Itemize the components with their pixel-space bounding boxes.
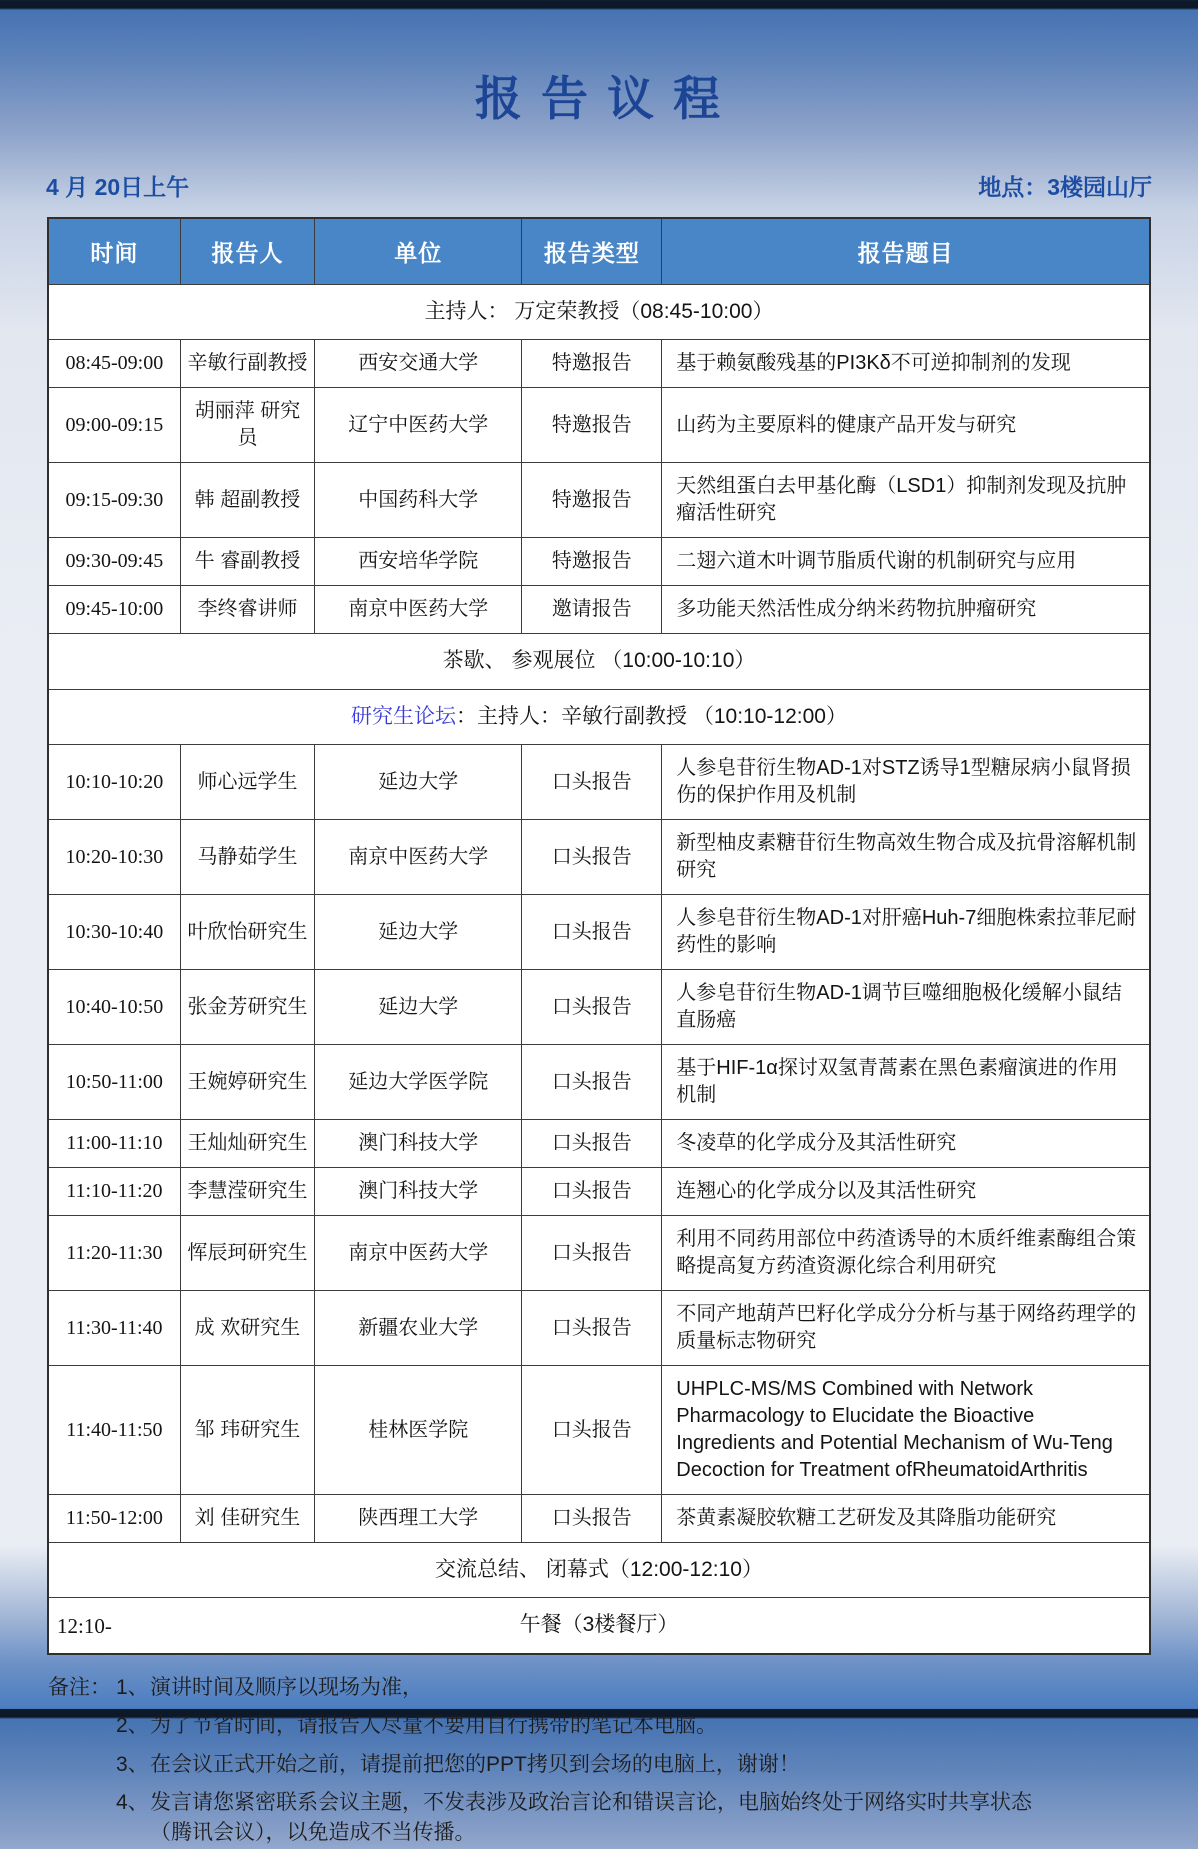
affiliation-cell: 延边大学医学院	[315, 1045, 522, 1120]
title-cell: 不同产地葫芦巴籽化学成分分析与基于网络药理学的质量标志物研究	[662, 1291, 1150, 1366]
speaker-cell: 师心远学生	[180, 745, 314, 820]
note-text: 演讲时间及顺序以现场为准，	[150, 1675, 423, 1699]
affiliation-cell: 南京中医药大学	[315, 1216, 522, 1291]
session-row	[48, 634, 1150, 689]
time-cell: 10:10-10:20	[48, 745, 180, 820]
title-cell: 人参皂苷衍生物AD-1对STZ诱导1型糖尿病小鼠肾损伤的保护作用及机制	[662, 745, 1150, 820]
affiliation-cell: 中国药科大学	[315, 463, 522, 538]
speaker-cell: 马静茹学生	[180, 820, 314, 895]
talk-row	[48, 538, 1150, 586]
title-cell: UHPLC-MS/MS Combined with Network Pharmacology to Elucidate the Bioactive Ingredients and Potential Mechanism of Wu-Teng Decoction for Treatment ofRheumatoidArthritis	[662, 1366, 1150, 1495]
time-cell: 11:00-11:10	[48, 1120, 180, 1168]
affiliation-cell: 南京中医药大学	[315, 820, 522, 895]
session-date: 4 月 20日上午	[46, 174, 190, 200]
time-cell: 10:30-10:40	[48, 895, 180, 970]
category-cell: 特邀报告	[522, 538, 662, 586]
session-location: 地点：3楼园山厅	[978, 174, 1152, 200]
time-cell: 10:50-11:00	[48, 1045, 180, 1120]
speaker-cell: 刘 佳研究生	[180, 1495, 314, 1543]
talk-row	[48, 1168, 1150, 1216]
title-cell: 人参皂苷衍生物AD-1调节巨噬细胞极化缓解小鼠结直肠癌	[662, 970, 1150, 1045]
note-line	[48, 1750, 1150, 1780]
time-cell: 09:30-09:45	[48, 538, 180, 586]
speaker-cell: 韩 超副教授	[180, 463, 314, 538]
category-cell: 特邀报告	[522, 388, 662, 463]
talk-row	[48, 970, 1150, 1045]
talk-row	[48, 1495, 1150, 1543]
col-header-time: 时间	[48, 218, 180, 285]
title-cell: 冬凌草的化学成分及其活性研究	[662, 1120, 1150, 1168]
category-cell: 口头报告	[522, 1045, 662, 1120]
time-cell: 09:15-09:30	[48, 463, 180, 538]
affiliation-cell: 澳门科技大学	[315, 1168, 522, 1216]
title-cell: 茶黄素凝胶软糖工艺研发及其降脂功能研究	[662, 1495, 1150, 1543]
notes-label	[48, 1788, 116, 1849]
time-cell: 11:20-11:30	[48, 1216, 180, 1291]
talk-row	[48, 820, 1150, 895]
affiliation-cell: 延边大学	[315, 970, 522, 1045]
speaker-cell: 李终睿讲师	[180, 586, 314, 634]
lunch-time: 12:10-	[57, 1613, 112, 1638]
notes-label: 备注：	[48, 1675, 111, 1699]
title-cell: 多功能天然活性成分纳米药物抗肿瘤研究	[662, 586, 1150, 634]
category-cell: 口头报告	[522, 745, 662, 820]
session-row	[48, 285, 1150, 340]
time-cell: 10:20-10:30	[48, 820, 180, 895]
speaker-cell: 王婉婷研究生	[180, 1045, 314, 1120]
title-cell: 基于赖氨酸残基的PI3Kδ不可逆抑制剂的发现	[662, 340, 1150, 388]
category-cell: 邀请报告	[522, 586, 662, 634]
session-cell	[48, 285, 1150, 340]
affiliation-cell: 澳门科技大学	[315, 1120, 522, 1168]
speaker-cell: 叶欣怡研究生	[180, 895, 314, 970]
talk-row	[48, 1045, 1150, 1120]
time-cell: 08:45-09:00	[48, 340, 180, 388]
title-cell: 二翅六道木叶调节脂质代谢的机制研究与应用	[662, 538, 1150, 586]
category-cell: 口头报告	[522, 1120, 662, 1168]
time-cell: 11:30-11:40	[48, 1291, 180, 1366]
session-text: 午餐（3楼餐厅）	[519, 1613, 679, 1637]
talk-row	[48, 1120, 1150, 1168]
affiliation-cell: 桂林医学院	[315, 1366, 522, 1495]
note-line	[48, 1788, 1150, 1849]
speaker-cell: 成 欢研究生	[180, 1291, 314, 1366]
session-text: 交流总结、 闭幕式（12:00-12:10）	[435, 1558, 763, 1582]
time-cell: 11:50-12:00	[48, 1495, 180, 1543]
note-line	[48, 1711, 1150, 1741]
session-meta	[46, 169, 1152, 202]
notes	[48, 1673, 1150, 1849]
title-cell: 基于HIF-1α探讨双氢青蒿素在黑色素瘤演进的作用机制	[662, 1045, 1150, 1120]
affiliation-cell: 新疆农业大学	[315, 1291, 522, 1366]
note-text: 为了节省时间，请报告人尽量不要用自行携带的笔记本电脑。	[150, 1714, 717, 1738]
category-cell: 口头报告	[522, 1168, 662, 1216]
note-number: 1、	[116, 1675, 149, 1699]
col-header-speaker: 报告人	[180, 218, 314, 285]
category-cell: 特邀报告	[522, 463, 662, 538]
category-cell: 特邀报告	[522, 340, 662, 388]
notes-label	[48, 1750, 116, 1780]
category-cell: 口头报告	[522, 895, 662, 970]
time-cell: 09:45-10:00	[48, 586, 180, 634]
talk-row	[48, 1366, 1150, 1495]
forum-row	[48, 689, 1150, 744]
affiliation-cell: 延边大学	[315, 895, 522, 970]
forum-cell	[48, 689, 1150, 744]
agenda-table	[47, 217, 1151, 1655]
note-number: 4、	[116, 1791, 149, 1815]
lunch-row	[48, 1598, 1150, 1654]
time-cell: 09:00-09:15	[48, 388, 180, 463]
talk-row	[48, 463, 1150, 538]
affiliation-cell: 延边大学	[315, 745, 522, 820]
note-number: 2、	[116, 1714, 149, 1738]
page-title: 报 告 议 程	[474, 72, 724, 125]
talk-row	[48, 388, 1150, 463]
affiliation-cell: 辽宁中医药大学	[315, 388, 522, 463]
note-text: 在会议正式开始之前，请提前把您的PPT拷贝到会场的电脑上，谢谢！	[150, 1752, 800, 1776]
col-header-category: 报告类型	[522, 218, 662, 285]
affiliation-cell: 西安交通大学	[315, 340, 522, 388]
time-cell: 11:40-11:50	[48, 1366, 180, 1495]
time-cell: 10:40-10:50	[48, 970, 180, 1045]
category-cell: 口头报告	[522, 970, 662, 1045]
category-cell: 口头报告	[522, 1366, 662, 1495]
time-cell: 11:10-11:20	[48, 1168, 180, 1216]
category-cell: 口头报告	[522, 820, 662, 895]
title-cell: 利用不同药用部位中药渣诱导的木质纤维素酶组合策略提高复方药渣资源化综合利用研究	[662, 1216, 1150, 1291]
category-cell: 口头报告	[522, 1495, 662, 1543]
col-header-affiliation: 单位	[315, 218, 522, 285]
lunch-cell	[48, 1598, 1150, 1654]
speaker-cell: 牛 睿副教授	[180, 538, 314, 586]
speaker-cell: 辛敏行副教授	[180, 340, 314, 388]
talk-row	[48, 1291, 1150, 1366]
title-cell: 连翘心的化学成分以及其活性研究	[662, 1168, 1150, 1216]
title-cell: 人参皂苷衍生物AD-1对肝癌Huh-7细胞株索拉菲尼耐药性的影响	[662, 895, 1150, 970]
title-cell: 山药为主要原料的健康产品开发与研究	[662, 388, 1150, 463]
session-text: 主持人： 万定荣教授（08:45-10:00）	[424, 300, 774, 323]
session-cell	[48, 1543, 1150, 1598]
title-cell: 天然组蛋白去甲基化酶（LSD1）抑制剂发现及抗肿瘤活性研究	[662, 463, 1150, 538]
note-number: 3、	[116, 1752, 149, 1776]
note-text: 发言请您紧密联系会议主题，不发表涉及政治言论和错误言论，电脑始终处于网络实时共享状态（腾讯会议），以免造成不当传播。	[150, 1791, 1032, 1845]
talk-row	[48, 895, 1150, 970]
speaker-cell: 恽辰珂研究生	[180, 1216, 314, 1291]
col-header-title: 报告题目	[662, 218, 1150, 285]
forum-highlight: 研究生论坛	[351, 704, 457, 728]
speaker-cell: 王灿灿研究生	[180, 1120, 314, 1168]
speaker-cell: 李慧滢研究生	[180, 1168, 314, 1216]
session-text: 茶歇、 参观展位 （10:00-10:10）	[442, 649, 756, 673]
affiliation-cell: 南京中医药大学	[315, 586, 522, 634]
session-text: ：主持人：辛敏行副教授 （10:10-12:00）	[456, 704, 847, 728]
title-cell: 新型柚皮素糖苷衍生物高效生物合成及抗骨溶解机制研究	[662, 820, 1150, 895]
talk-row	[48, 1216, 1150, 1291]
notes-label	[48, 1711, 116, 1741]
speaker-cell: 张金芳研究生	[180, 970, 314, 1045]
header-row	[48, 218, 1150, 285]
speaker-cell: 胡丽萍 研究员	[180, 388, 314, 463]
note-line	[48, 1673, 1150, 1703]
speaker-cell: 邹 玮研究生	[180, 1366, 314, 1495]
category-cell: 口头报告	[522, 1216, 662, 1291]
affiliation-cell: 西安培华学院	[315, 538, 522, 586]
talk-row	[48, 745, 1150, 820]
session-cell	[48, 634, 1150, 689]
talk-row	[48, 586, 1150, 634]
affiliation-cell: 陕西理工大学	[315, 1495, 522, 1543]
category-cell: 口头报告	[522, 1291, 662, 1366]
session-row	[48, 1543, 1150, 1598]
talk-row	[48, 340, 1150, 388]
